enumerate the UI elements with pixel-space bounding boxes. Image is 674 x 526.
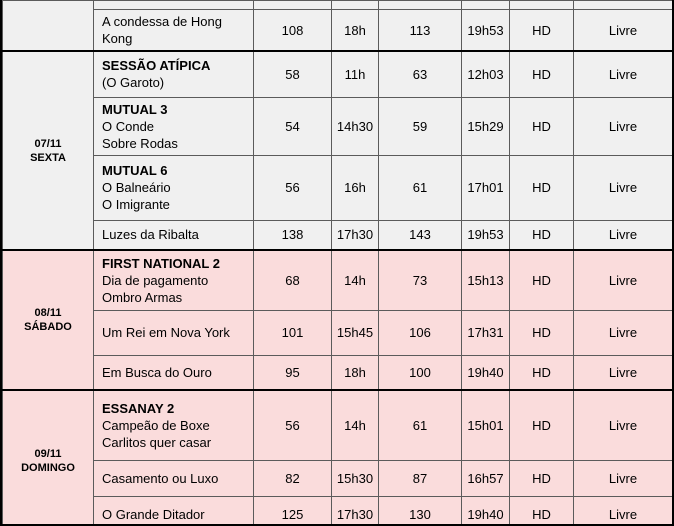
duration-cell: 58 [254, 51, 332, 97]
session-start-cell: 15h45 [332, 310, 379, 355]
day-date: 09/11 [34, 448, 62, 461]
day-cell [3, 390, 94, 526]
session-end-cell: 15h13 [462, 250, 510, 310]
table-row [3, 460, 673, 496]
table-row [3, 496, 673, 526]
film-title-cell: ESSANAY 2 Campeão de Boxe Carlitos quer casar [94, 390, 254, 460]
day-weekday: SÁBADO [24, 321, 72, 333]
rating-cell: Livre [574, 355, 673, 390]
session-start-cell: 14h30 [332, 97, 379, 155]
session-end-cell: 17h01 [462, 155, 510, 220]
format-cell: HD [510, 496, 574, 526]
table-row [3, 1, 673, 10]
rating-cell: Livre [574, 155, 673, 220]
duration2-cell: 100 [379, 355, 462, 390]
day-cell [3, 1, 94, 52]
session-end-cell: 19h40 [462, 355, 510, 390]
session-end-cell: 16h57 [462, 460, 510, 496]
session-end-cell: 12h03 [462, 51, 510, 97]
film-title-cell: A condessa de Hong Kong [94, 10, 254, 52]
session-end-cell: 19h53 [462, 10, 510, 52]
film-title-cell: Em Busca do Ouro [94, 355, 254, 390]
rating-cell: Livre [574, 310, 673, 355]
table-row [3, 355, 673, 390]
rating-cell: Livre [574, 97, 673, 155]
session-end-cell [462, 1, 510, 10]
duration2-cell: 63 [379, 51, 462, 97]
duration-cell: 54 [254, 97, 332, 155]
rating-cell: Livre [574, 390, 673, 460]
day-date: 08/11 [34, 307, 62, 319]
table-row [3, 155, 673, 220]
day-cell [3, 51, 94, 250]
session-start-cell: 17h30 [332, 220, 379, 250]
film-title-cell: Luzes da Ribalta [94, 220, 254, 250]
duration-cell: 95 [254, 355, 332, 390]
format-cell: HD [510, 355, 574, 390]
duration-cell: 125 [254, 496, 332, 526]
format-cell: HD [510, 310, 574, 355]
session-start-cell: 14h [332, 250, 379, 310]
duration2-cell: 130 [379, 496, 462, 526]
format-cell: HD [510, 460, 574, 496]
format-cell: HD [510, 220, 574, 250]
session-end-cell: 15h29 [462, 97, 510, 155]
session-start-cell: 15h30 [332, 460, 379, 496]
format-cell: HD [510, 10, 574, 52]
session-start-cell: 17h30 [332, 496, 379, 526]
table-row [3, 10, 673, 52]
format-cell: HD [510, 390, 574, 460]
session-end-cell: 19h53 [462, 220, 510, 250]
duration2-cell: 61 [379, 155, 462, 220]
format-cell [510, 1, 574, 10]
duration-cell: 68 [254, 250, 332, 310]
film-title-cell: Casamento ou Luxo [94, 460, 254, 496]
duration2-cell: 87 [379, 460, 462, 496]
schedule-table [2, 0, 673, 526]
duration-cell: 101 [254, 310, 332, 355]
session-end-cell: 15h01 [462, 390, 510, 460]
duration-cell: 82 [254, 460, 332, 496]
duration2-cell [379, 1, 462, 10]
film-title-cell: Um Rei em Nova York [94, 310, 254, 355]
session-end-cell: 19h40 [462, 496, 510, 526]
day-weekday: DOMINGO [21, 462, 75, 475]
rating-cell: Livre [574, 496, 673, 526]
rating-cell: Livre [574, 460, 673, 496]
highlighted-session-cell: SESSÃO ATÍPICA (O Garoto) [94, 51, 254, 97]
session-start-cell [332, 1, 379, 10]
day-date: 07/11 [34, 137, 62, 150]
duration2-cell: 59 [379, 97, 462, 155]
day-weekday: SEXTA [30, 151, 66, 164]
table-row [3, 97, 673, 155]
table-row [3, 220, 673, 250]
session-start-cell: 16h [332, 155, 379, 220]
format-cell: HD [510, 51, 574, 97]
duration-cell: 56 [254, 155, 332, 220]
film-title-cell [94, 1, 254, 10]
table-row [3, 250, 673, 310]
duration-cell: 56 [254, 390, 332, 460]
film-title-cell: MUTUAL 6 O Balneário O Imigrante [94, 155, 254, 220]
session-start-cell: 14h [332, 390, 379, 460]
duration2-cell: 61 [379, 390, 462, 460]
duration-cell: 108 [254, 10, 332, 52]
session-end-cell: 17h31 [462, 310, 510, 355]
format-cell: HD [510, 155, 574, 220]
duration2-cell: 106 [379, 310, 462, 355]
duration-cell: 138 [254, 220, 332, 250]
format-cell: HD [510, 97, 574, 155]
duration-cell [254, 1, 332, 10]
film-title-cell: FIRST NATIONAL 2 Dia de pagamento Ombro Armas [94, 250, 254, 310]
session-start-cell: 18h [332, 10, 379, 52]
table-row [3, 51, 673, 97]
day-cell [3, 250, 94, 390]
rating-cell [574, 1, 673, 10]
duration2-cell: 113 [379, 10, 462, 52]
film-title-cell: MUTUAL 3 O Conde Sobre Rodas [94, 97, 254, 155]
rating-cell: Livre [574, 10, 673, 52]
table-row [3, 390, 673, 460]
duration2-cell: 143 [379, 220, 462, 250]
rating-cell: Livre [574, 220, 673, 250]
session-start-cell: 18h [332, 355, 379, 390]
session-start-cell: 11h [332, 51, 379, 97]
table-row [3, 310, 673, 355]
rating-cell: Livre [574, 51, 673, 97]
format-cell: HD [510, 250, 574, 310]
film-title-cell: O Grande Ditador [94, 496, 254, 526]
duration2-cell: 73 [379, 250, 462, 310]
rating-cell: Livre [574, 250, 673, 310]
